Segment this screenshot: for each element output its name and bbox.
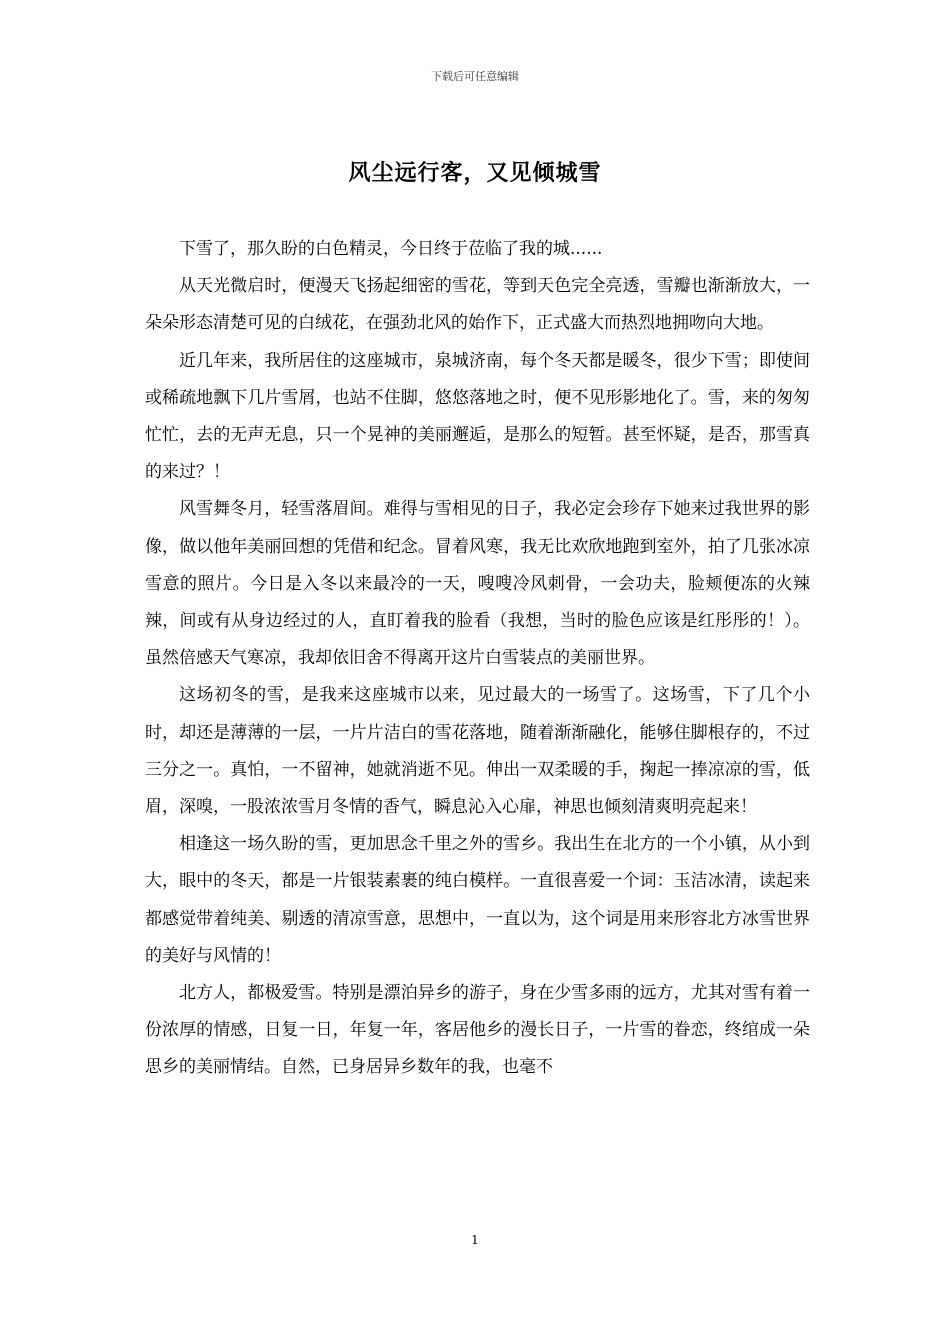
paragraph-5: 这场初冬的雪，是我来这座城市以来，见过最大的一场雪了。这场雪，下了几个小时，却还是薄薄的一层，一片片洁白的雪花落地，随着渐渐融化，能够住脚根存的，不过三分之一。真怕，一不留神，她就消逝不见。伸出一双柔暖的手，掬起一捧凉凉的雪，低眉，深嗅，一股浓浓雪月冬情的香气，瞬息沁入心扉，神思也倾刻清爽明亮起来！ (145, 685, 810, 818)
paragraph-4: 风雪舞冬月，轻雪落眉间。难得与雪相见的日子，我必定会珍存下她来过我世界的影像，做以他年美丽回想的凭借和纪念。冒着风寒，我无比欢欣地跑到室外，拍了几张冰凉雪意的照片。今日是入冬以来最冷的一天，嗖嗖冷风刺骨，一会功夫，脸颊便冻的火辣辣，间或有从身边经过的人，直盯着我的脸看（我想，当时的脸色应该是红彤彤的！）。虽然倍感天气寒凉，我却依旧舍不得离开这片白雪装点的美丽世界。 (145, 499, 810, 669)
paragraph-1: 下雪了，那久盼的白色精灵，今日终于莅临了我的城...... (179, 239, 603, 259)
paragraph-3: 近几年来，我所居住的这座城市，泉城济南，每个冬天都是暖冬，很少下雪；即使间或稀疏地飘下几片雪屑，也站不住脚，悠悠落地之时，便不见形影地化了。雪，来的匆匆忙忙，去的无声无息，只一个晃神的美丽邂逅，是那么的短暂。甚至怀疑，是否，那雪真的来过？！ (145, 350, 810, 483)
paragraph-6: 相逢这一场久盼的雪，更加思念千里之外的雪乡。我出生在北方的一个小镇，从小到大，眼中的冬天，都是一片银装素裹的纯白模样。一直很喜爱一个词：玉洁冰清，读起来都感觉带着纯美、剔透的清凉雪意，思想中，一直以为，这个词是用来形容北方冰雪世界的美好与风情的！ (145, 834, 810, 966)
document-body (145, 231, 810, 1087)
paragraph-2: 从天光微启时，便漫天飞扬起细密的雪花，等到天色完全亮透，雪瓣也渐渐放大，一朵朵形态清楚可见的白绒花，在强劲北风的始作下，正式盛大而热烈地拥吻向大地。 (145, 276, 810, 334)
page-number: 1 (471, 1233, 479, 1247)
paragraph-7: 北方人，都极爱雪。特别是漂泊异乡的游子，身在少雪多雨的远方，尤其对雪有着一份浓厚的情感，日复一日，年复一年，客居他乡的漫长日子，一片雪的眷恋，终绾成一朵思乡的美丽情结。自然，已身居异乡数年的我，也毫不 (145, 983, 810, 1078)
document-title: 风尘远行客，又见倾城雪 (348, 160, 602, 186)
header-note: 下载后可任意编辑 (431, 70, 519, 83)
